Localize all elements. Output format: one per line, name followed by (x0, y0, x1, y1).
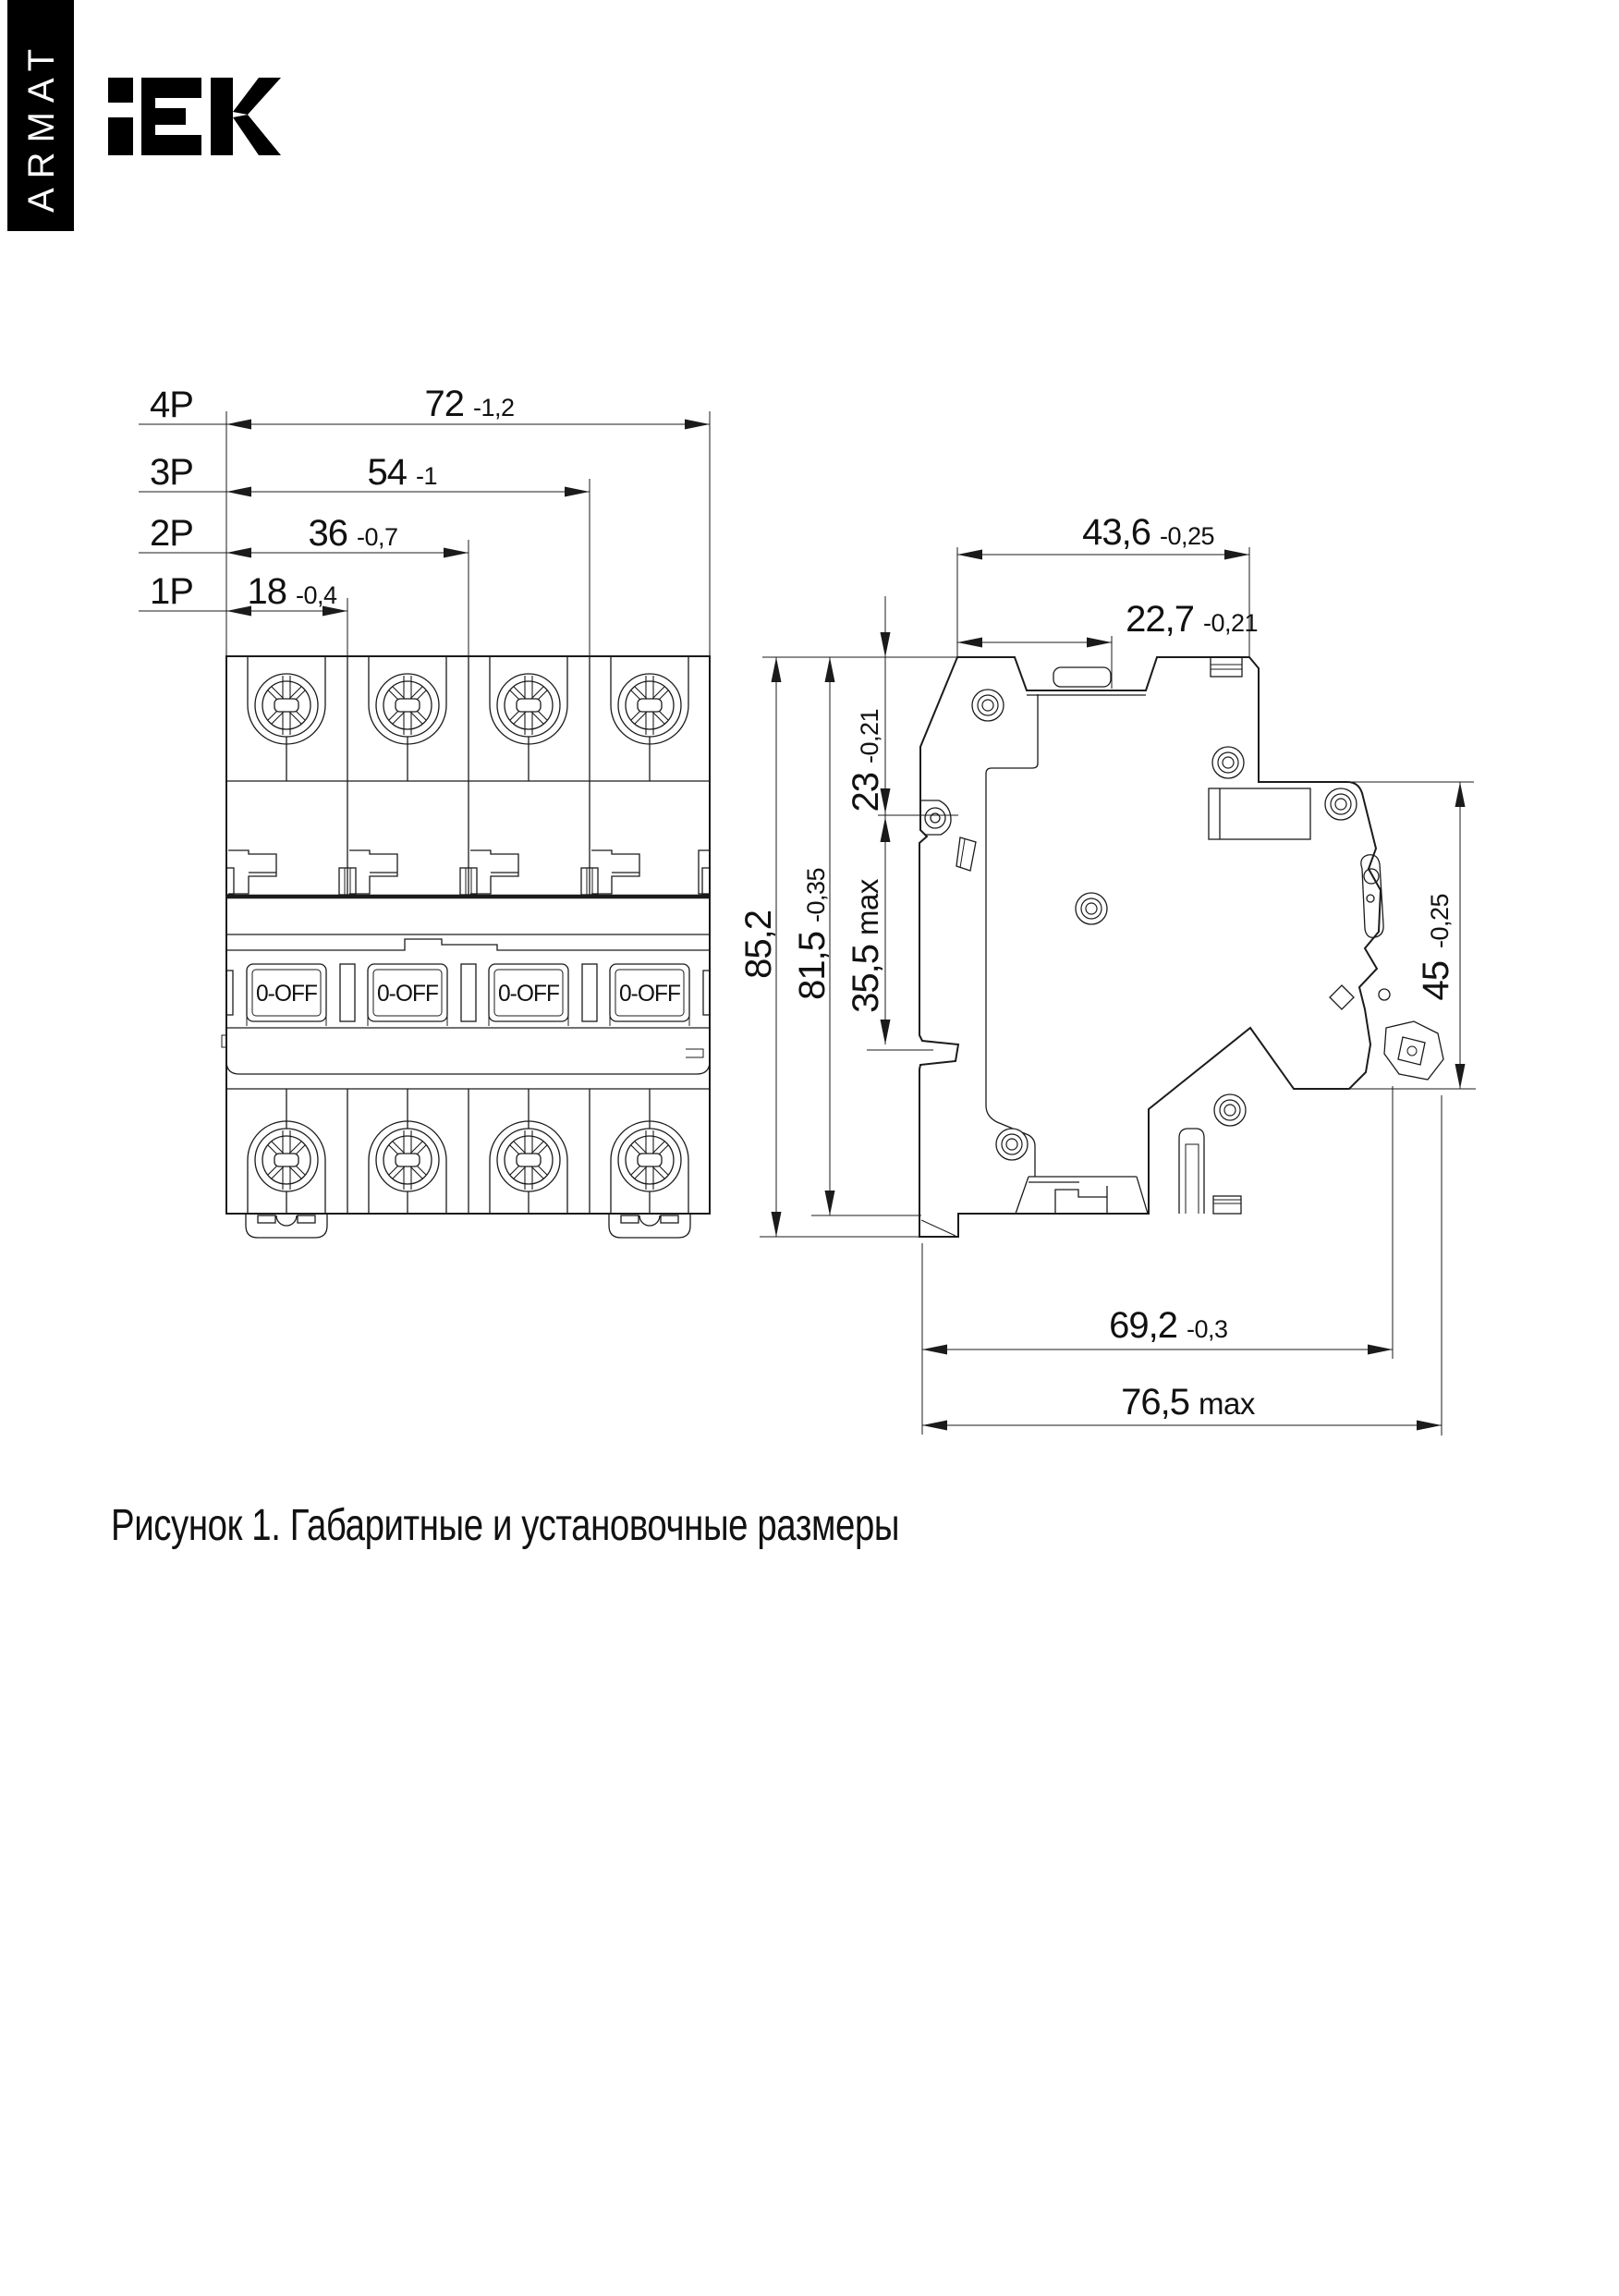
dim-front-depth (846, 878, 886, 1013)
dim-top-offset (846, 709, 886, 812)
toggle-tip (1053, 667, 1111, 687)
svg-text:-0,21: -0,21 (856, 708, 883, 763)
svg-text:-0,25: -0,25 (1426, 893, 1454, 948)
svg-text:-1,2: -1,2 (473, 394, 515, 421)
svg-text:22,7: 22,7 (1126, 599, 1194, 640)
switch-position-label: 0-OFF (498, 981, 560, 1007)
sidebar-brand-label: ARMAT (21, 39, 62, 213)
front-view (222, 656, 710, 1238)
svg-text:45: 45 (1416, 961, 1456, 1001)
svg-text:-0,25: -0,25 (1160, 522, 1215, 550)
dim-width-1p (248, 571, 338, 612)
svg-text:-0,7: -0,7 (357, 523, 398, 551)
front-view-dimensions (139, 384, 710, 656)
dim-width-3p (368, 452, 438, 493)
din-clip (609, 1214, 690, 1238)
svg-text:-1: -1 (416, 462, 438, 490)
side-view (919, 657, 1443, 1237)
switch-position-label: 0-OFF (619, 981, 681, 1007)
sidebar-brand-bar (7, 0, 74, 231)
dim-overall-height (738, 910, 779, 979)
dim-overall-width (1082, 512, 1214, 553)
toggle-handles (226, 964, 710, 1026)
pole-label-3p: 3P (150, 452, 193, 493)
svg-text:69,2: 69,2 (1109, 1305, 1177, 1346)
svg-text:-0,21: -0,21 (1203, 609, 1259, 637)
svg-text:max: max (850, 879, 884, 935)
dim-width-2p (309, 513, 398, 554)
dim-front-width (1126, 599, 1258, 640)
dim-body-height (792, 868, 833, 1000)
svg-text:-0,4: -0,4 (296, 581, 337, 609)
svg-text:max: max (1199, 1386, 1255, 1421)
pole-label-2p: 2P (150, 513, 193, 554)
switch-position-label: 0-OFF (256, 981, 318, 1007)
svg-text:35,5: 35,5 (846, 945, 886, 1013)
svg-text:76,5: 76,5 (1121, 1382, 1189, 1423)
svg-text:43,6: 43,6 (1082, 512, 1150, 553)
dim-max-depth (1121, 1382, 1256, 1423)
svg-text:-0,35: -0,35 (802, 867, 830, 922)
svg-text:72: 72 (424, 384, 464, 424)
svg-text:-0,3: -0,3 (1187, 1315, 1228, 1343)
lower-cover-bar (226, 1028, 710, 1074)
dim-width-4p (425, 384, 515, 424)
svg-text:36: 36 (308, 513, 347, 554)
iek-logo (108, 78, 281, 155)
side-view-dimensions (738, 512, 1476, 1435)
svg-text:23: 23 (846, 773, 886, 812)
svg-text:Рисунок 1. Габаритные и устано: Рисунок 1. Габаритные и установочные размеры (111, 1501, 900, 1551)
din-clip (246, 1214, 327, 1238)
dim-din-height (1416, 894, 1456, 1001)
seal-lock (1384, 1021, 1443, 1080)
figure-caption (111, 1501, 899, 1550)
pole-label-1p: 1P (150, 571, 193, 612)
svg-text:81,5: 81,5 (792, 932, 833, 1000)
solenoid-block (1209, 788, 1310, 839)
dim-mount-depth (1109, 1305, 1227, 1346)
switch-position-label: 0-OFF (377, 981, 439, 1007)
svg-text:54: 54 (367, 452, 407, 493)
pole-label-4p: 4P (150, 385, 193, 425)
svg-text:85,2: 85,2 (738, 910, 779, 979)
svg-text:18: 18 (247, 571, 286, 612)
